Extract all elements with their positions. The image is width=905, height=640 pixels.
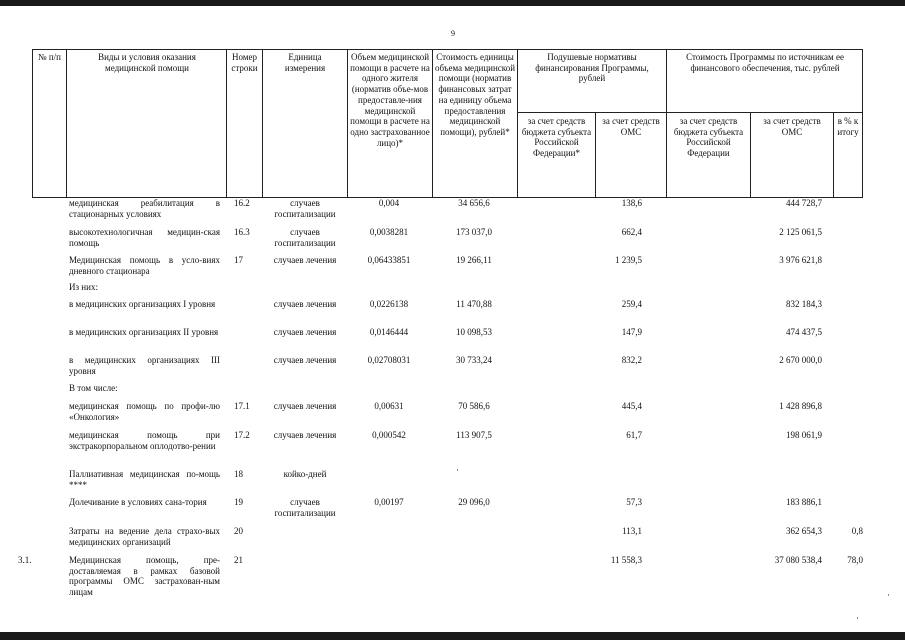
cell-program-oms: 474 437,5 bbox=[786, 327, 822, 337]
vline bbox=[347, 49, 348, 198]
cell-name: В том числе: bbox=[69, 383, 118, 393]
cell-volume: 0,00197 bbox=[374, 497, 404, 507]
header-program-pct: в % к итогу bbox=[837, 116, 859, 137]
cell-name: в медицинских организациях III уровня bbox=[69, 355, 220, 376]
cell-norm-oms: 1 239,5 bbox=[615, 255, 642, 265]
cell-norm-oms: 61,7 bbox=[626, 430, 642, 440]
vline bbox=[432, 49, 433, 198]
cell-unit: случаев лечения bbox=[273, 327, 337, 337]
vline bbox=[517, 49, 518, 198]
page-number: 9 bbox=[451, 29, 455, 38]
cell-unit: случаев лечения bbox=[273, 430, 337, 440]
scan-speck: · bbox=[887, 590, 890, 600]
vline bbox=[262, 49, 263, 198]
cell-norm-oms: 445,4 bbox=[621, 401, 642, 411]
scan-speck: · bbox=[856, 613, 859, 623]
cell-volume: 0,02708031 bbox=[367, 355, 411, 365]
cell-name: медицинская реабилитация в стационарных условиях bbox=[69, 198, 220, 219]
cell-norm-oms: 147,9 bbox=[621, 327, 642, 337]
header-norms: Подушевые нормативы финансирования Программы, рублей bbox=[535, 52, 649, 84]
vline bbox=[595, 112, 596, 198]
cell-cost: 29 096,0 bbox=[458, 497, 490, 507]
cell-program-oms: 2 670 000,0 bbox=[779, 355, 822, 365]
header-subdivision-line bbox=[517, 112, 863, 113]
cell-program-oms: 3 976 621,8 bbox=[779, 255, 822, 265]
cell-line: 17 bbox=[234, 255, 243, 265]
cell-name: Медицинская помощь, пре-доставляемая в рамках базовой программы ОМС застрахован-ным лицам bbox=[69, 555, 220, 597]
cell-line: 16.2 bbox=[234, 198, 250, 208]
vline bbox=[32, 49, 33, 198]
cell-unit: случаев госпитализации bbox=[274, 198, 336, 219]
cell-line: 19 bbox=[234, 497, 243, 507]
cell-name: в медицинских организациях I уровня bbox=[69, 299, 216, 309]
cell-norm-oms: 113,1 bbox=[622, 526, 642, 536]
cell-unit: случаев госпитализации bbox=[274, 497, 336, 518]
cell-unit: случаев лечения bbox=[273, 355, 337, 365]
cell-norm-oms: 57,3 bbox=[626, 497, 642, 507]
cell-program-oms: 2 125 061,5 bbox=[779, 227, 822, 237]
scan-speck: · bbox=[456, 465, 459, 475]
header-norms-oms: за счет средств ОМС bbox=[602, 116, 660, 137]
cell-program-oms: 183 886,1 bbox=[786, 497, 822, 507]
cell-cost: 113 907,5 bbox=[456, 430, 492, 440]
cell-name: Паллиативная медицинская по-мощь **** bbox=[69, 469, 220, 490]
cell-pct: 78,0 bbox=[847, 555, 863, 565]
vline bbox=[862, 49, 863, 198]
cell-name: Медицинская помощь в усло-виях дневного стационара bbox=[69, 255, 220, 276]
cell-volume: 0,0226138 bbox=[369, 299, 409, 309]
header-norms-budget: за счет средств бюджета субъекта Российской Федерации* bbox=[521, 116, 592, 159]
cell-cost: 10 098,53 bbox=[456, 327, 492, 337]
cell-name: Из них: bbox=[69, 282, 98, 292]
cell-line: 18 bbox=[234, 469, 243, 479]
cell-unit: случаев лечения bbox=[273, 401, 337, 411]
cell-name: медицинская помощь при экстракорпоральном оплодотво-рении bbox=[69, 430, 220, 451]
vline bbox=[666, 49, 667, 198]
cell-volume: 0,004 bbox=[378, 198, 400, 208]
cell-name: высокотехнологичная медицин-ская помощь bbox=[69, 227, 220, 248]
header-program-cost: Стоимость Программы по источникам ее финансового обеспечения, тыс. рублей bbox=[686, 52, 844, 73]
cell-name: в медицинских организациях II уровня bbox=[69, 327, 219, 337]
cell-cost: 70 586,6 bbox=[458, 401, 490, 411]
cell-volume: 0,00631 bbox=[374, 401, 404, 411]
header-volume: Объем медицинской помощи в расчете на одного жителя (норматив объе-мов предоставле-ния медицинской помощи в расчете на одно застрахованное лицо)* bbox=[350, 52, 430, 148]
cell-line: 21 bbox=[234, 555, 243, 565]
cell-unit: койко-дней bbox=[283, 469, 327, 479]
cell-norm-oms: 662,4 bbox=[621, 227, 642, 237]
cell-volume: 0,0146444 bbox=[369, 327, 409, 337]
cell-line: 17.1 bbox=[234, 401, 250, 411]
vline bbox=[833, 112, 834, 198]
cell-line: 20 bbox=[234, 526, 243, 536]
cell-name: Долечивание в условиях сана-тория bbox=[69, 497, 207, 507]
header-types: Виды и условия оказания медицинской помощи bbox=[98, 52, 196, 73]
cell-unit: случаев лечения bbox=[273, 255, 337, 265]
vline bbox=[66, 49, 67, 198]
cell-norm-oms: 832,2 bbox=[621, 355, 642, 365]
cell-cost: 30 733,24 bbox=[456, 355, 492, 365]
cell-num: 3.1. bbox=[18, 555, 32, 565]
cell-unit: случаев госпитализации bbox=[274, 227, 336, 248]
cell-cost: 19 266,11 bbox=[456, 255, 492, 265]
table-header bbox=[0, 0, 905, 200]
cell-program-oms: 362 654,3 bbox=[786, 526, 822, 536]
cell-name: медицинская помощь по профи-лю «Онкология» bbox=[69, 401, 220, 422]
header-top-line bbox=[32, 49, 863, 50]
cell-cost: 11 470,88 bbox=[456, 299, 492, 309]
cell-pct: 0,8 bbox=[851, 526, 863, 536]
cell-program-oms: 444 728,7 bbox=[786, 198, 822, 208]
cell-norm-oms: 138,6 bbox=[621, 198, 642, 208]
cell-volume: 0,000542 bbox=[372, 430, 406, 440]
cell-cost: 173 037,0 bbox=[456, 227, 492, 237]
cell-name: Затраты на ведение дела страхо-вых медицинских организаций bbox=[69, 526, 220, 547]
cell-program-oms: 198 061,9 bbox=[786, 430, 822, 440]
cell-program-oms: 37 080 538,4 bbox=[774, 555, 822, 565]
cell-volume: 0,0038281 bbox=[369, 227, 409, 237]
cell-program-oms: 832 184,3 bbox=[786, 299, 822, 309]
header-line: Номер строки bbox=[231, 52, 258, 73]
cell-program-oms: 1 428 896,8 bbox=[779, 401, 822, 411]
cell-unit: случаев лечения bbox=[273, 299, 337, 309]
header-cost: Стоимость единицы объема медицинской помощи (норматив финансовых затрат на единицу объема предоставления медицинской помощи), рублей* bbox=[434, 52, 516, 137]
bottom-border bbox=[0, 632, 905, 640]
header-program-budget: за счет средств бюджета субъекта Российской Федерации bbox=[673, 116, 744, 159]
cell-norm-oms: 259,4 bbox=[621, 299, 642, 309]
vline bbox=[750, 112, 751, 198]
cell-line: 17.2 bbox=[234, 430, 250, 440]
cell-cost: 34 656,6 bbox=[458, 198, 490, 208]
header-num: № п/п bbox=[38, 52, 61, 62]
cell-line: 16.3 bbox=[234, 227, 250, 237]
cell-volume: 0,06433851 bbox=[367, 255, 411, 265]
header-program-oms: за счет средств ОМС bbox=[763, 116, 821, 137]
cell-norm-oms: 11 558,3 bbox=[610, 555, 642, 565]
header-unit: Единица измерения bbox=[284, 52, 326, 73]
